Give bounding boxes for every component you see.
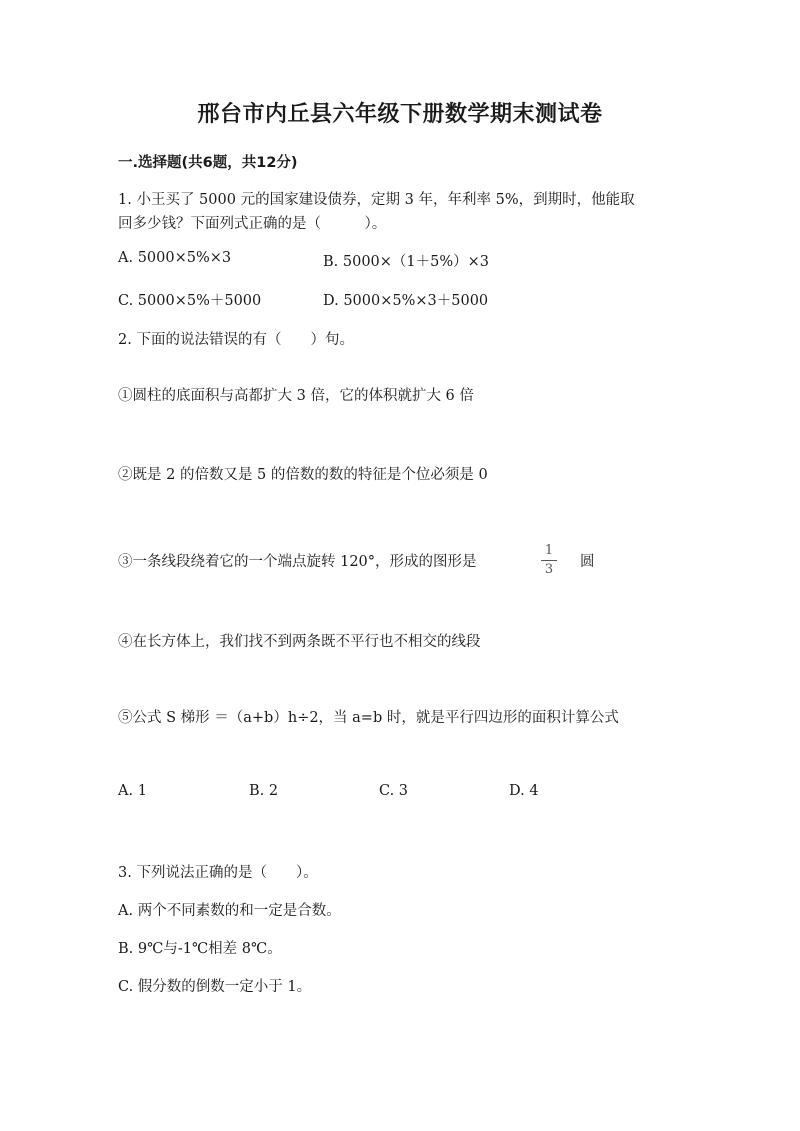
question-2-statement-1: ①圆柱的底面积与高都扩大 3 倍，它的体积就扩大 6 倍 <box>118 388 474 404</box>
question-2-option-d: D. 4 <box>509 783 539 799</box>
question-1-line-1: 1. 小王买了 5000 元的国家建设债券，定期 3 年，年利率 5%，到期时，他能取 <box>118 192 635 208</box>
question-2-stem: 2. 下面的说法错误的有（ ）句。 <box>118 332 354 348</box>
question-2-statement-5: ⑤公式 S 梯形 ＝（a+b）h÷2，当 a=b 时，就是平行四边形的面积计算公式 <box>118 710 619 726</box>
question-3-option-a: A. 两个不同素数的和一定是合数。 <box>118 903 341 919</box>
question-2-statement-3-end: 圆 <box>580 554 595 570</box>
question-2-statement-2: ②既是 2 的倍数又是 5 的倍数的数的特征是个位必须是 0 <box>118 467 488 483</box>
question-1-line-2: 回多少钱？下面列式正确的是（ ）。 <box>118 216 387 232</box>
question-1-option-c: C. 5000×5%＋5000 <box>118 293 262 309</box>
question-3-option-c: C. 假分数的倒数一定小于 1。 <box>118 979 312 995</box>
section-heading: 一.选择题(共6题，共12分) <box>118 155 298 171</box>
question-1-option-d: D. 5000×5%×3＋5000 <box>323 293 489 309</box>
fraction-one-third <box>541 544 557 577</box>
fraction-denominator: 3 <box>544 562 554 577</box>
question-3-stem: 3. 下列说法正确的是（ ）。 <box>118 865 318 881</box>
question-2-option-a: A. 1 <box>118 783 147 799</box>
question-2-statement-3: ③一条线段绕着它的一个端点旋转 120°，形成的图形是 <box>118 554 477 570</box>
question-1-option-a: A. 5000×5%×3 <box>118 250 232 266</box>
question-2-statement-4: ④在长方体上，我们找不到两条既不平行也不相交的线段 <box>118 634 481 650</box>
question-3-option-b: B. 9℃与-1℃相差 8℃。 <box>118 941 282 957</box>
fraction-bar <box>541 560 557 561</box>
question-2-option-b: B. 2 <box>249 783 279 799</box>
page-title: 邢台市内丘县六年级下册数学期末测试卷 <box>197 101 603 127</box>
question-2-option-c: C. 3 <box>379 783 409 799</box>
question-1-option-b: B. 5000×（1＋5%）×3 <box>323 254 490 270</box>
fraction-numerator: 1 <box>544 543 554 558</box>
